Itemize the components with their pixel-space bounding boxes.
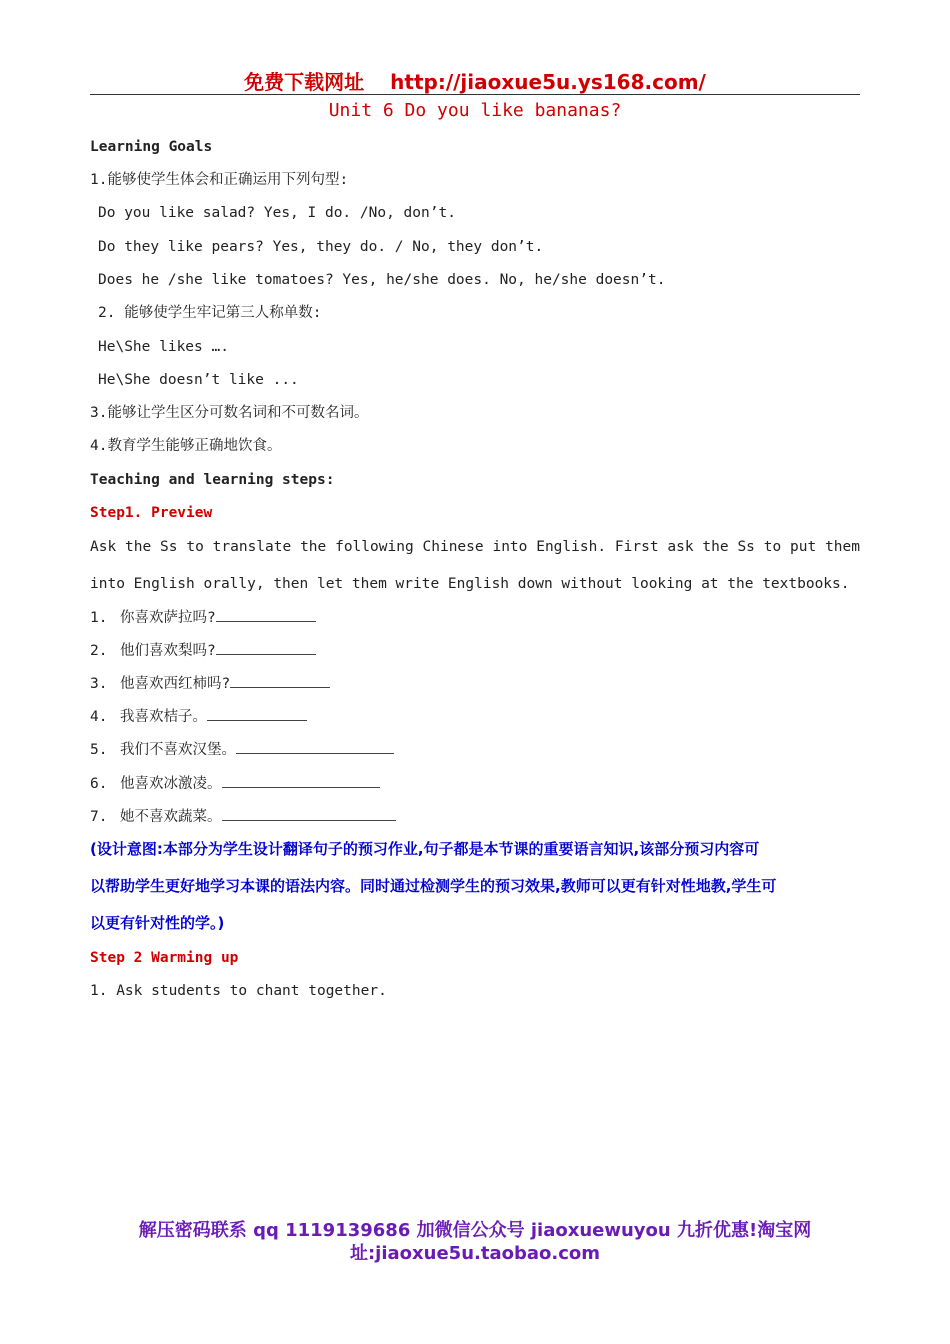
item-text: 他喜欢冰激凌。 bbox=[120, 776, 222, 792]
goal-1-sentence: Do you like salad? Yes, I do. /No, don’t. bbox=[98, 205, 456, 221]
translation-item bbox=[90, 773, 380, 794]
step2-item: 1. Ask students to chant together. bbox=[90, 983, 387, 999]
goal-1-sentence: Do they like pears? Yes, they do. / No, they don’t. bbox=[98, 239, 544, 255]
item-text: 我喜欢桔子。 bbox=[120, 709, 207, 725]
translation-item bbox=[90, 806, 396, 827]
step1-heading: Step1. Preview bbox=[90, 505, 213, 521]
translation-item bbox=[90, 607, 316, 628]
steps-heading: Teaching and learning steps: bbox=[90, 472, 335, 488]
item-number: 3. bbox=[90, 676, 108, 692]
step2-heading: Step 2 Warming up bbox=[90, 950, 239, 966]
footer-line: 解压密码联系 qq 1119139686 加微信公众号 jiaoxuewuyou 九折优惠!淘宝网 bbox=[138, 1220, 812, 1241]
learning-goals-heading: Learning Goals bbox=[90, 139, 213, 155]
translation-item bbox=[90, 673, 330, 694]
page-header bbox=[90, 66, 860, 95]
design-intent: 以更有针对性的学。) bbox=[90, 914, 225, 932]
translation-item bbox=[90, 706, 307, 727]
translation-item bbox=[90, 640, 316, 661]
item-number: 1. bbox=[90, 610, 108, 626]
design-intent: (设计意图:本部分为学生设计翻译句子的预习作业,句子都是本节课的重要语言知识,该部分预习内容可 bbox=[90, 840, 760, 858]
goal-4: 4.教育学生能够正确地饮食。 bbox=[90, 438, 282, 454]
item-text: 你喜欢萨拉吗? bbox=[120, 610, 216, 626]
item-number: 4. bbox=[90, 709, 108, 725]
goal-2-sentence: He\She likes …. bbox=[98, 339, 229, 355]
item-text: 他喜欢西红柿吗? bbox=[120, 676, 231, 692]
answer-blank[interactable] bbox=[207, 706, 307, 721]
item-text: 我们不喜欢汉堡。 bbox=[120, 742, 236, 758]
goal-2-sentence: He\She doesn’t like ... bbox=[98, 372, 299, 388]
item-number: 2. bbox=[90, 643, 108, 659]
answer-blank[interactable] bbox=[216, 607, 316, 622]
item-text: 她不喜欢蔬菜。 bbox=[120, 809, 222, 825]
step1-instruction: Ask the Ss to translate the following Chinese into English. First ask the Ss to put them bbox=[90, 539, 860, 555]
header-url-link[interactable]: http://jiaoxue5u.ys168.com/ bbox=[390, 70, 706, 94]
goal-1-sentence: Does he /she like tomatoes? Yes, he/she does. No, he/she doesn’t. bbox=[98, 272, 666, 288]
item-number: 6. bbox=[90, 776, 108, 792]
goal-2: 2. 能够使学生牢记第三人称单数: bbox=[98, 305, 322, 321]
step1-instruction: into English orally, then let them write English down without looking at the textbooks. bbox=[90, 576, 850, 592]
goal-1: 1.能够使学生体会和正确运用下列句型: bbox=[90, 172, 349, 188]
goal-3: 3.能够让学生区分可数名词和不可数名词。 bbox=[90, 405, 369, 421]
answer-blank[interactable] bbox=[230, 673, 330, 688]
answer-blank[interactable] bbox=[222, 773, 380, 788]
answer-blank[interactable] bbox=[222, 806, 396, 821]
answer-blank[interactable] bbox=[236, 739, 394, 754]
item-number: 5. bbox=[90, 742, 108, 758]
header-label: 免费下载网址 bbox=[244, 70, 365, 94]
item-number: 7. bbox=[90, 809, 108, 825]
document-title: Unit 6 Do you like bananas? bbox=[328, 100, 622, 121]
item-text: 他们喜欢梨吗? bbox=[120, 643, 216, 659]
page-footer bbox=[90, 1219, 860, 1265]
design-intent: 以帮助学生更好地学习本课的语法内容。同时通过检测学生的预习效果,教师可以更有针对性地教,学生可 bbox=[90, 877, 777, 895]
footer-link[interactable]: 址:jiaoxue5u.taobao.com bbox=[349, 1243, 600, 1264]
answer-blank[interactable] bbox=[216, 640, 316, 655]
translation-item bbox=[90, 739, 394, 760]
